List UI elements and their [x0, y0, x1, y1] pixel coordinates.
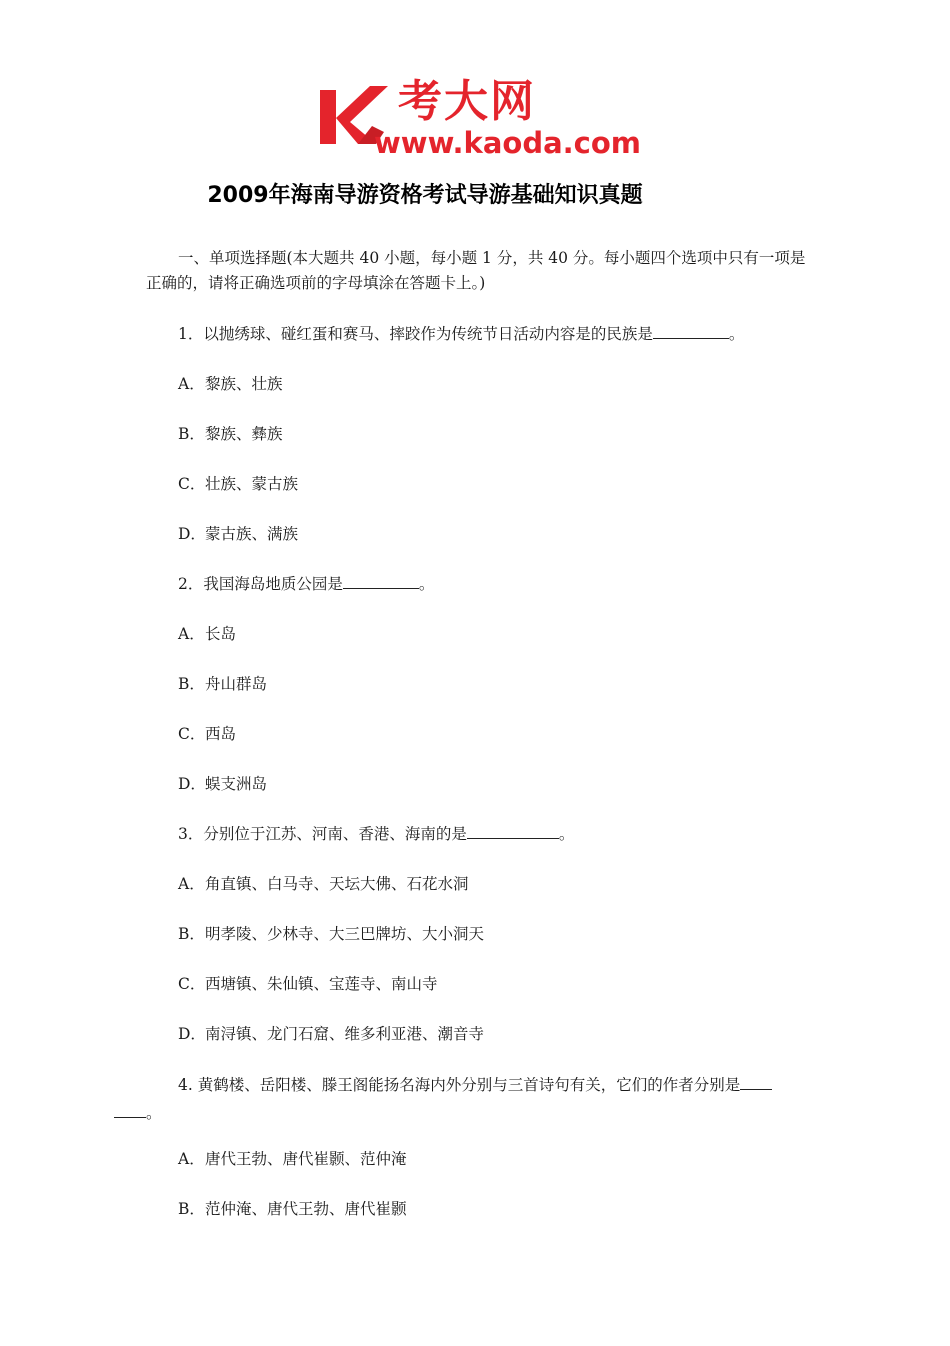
answer-blank	[467, 822, 559, 839]
question-stem: 4. 黄鹤楼、岳阳楼、滕王阁能扬名海内外分别与三首诗句有关，它们的作者分别是	[178, 1076, 741, 1094]
question-4-option-b: B．范仲淹、唐代王勃、唐代崔颢	[178, 1200, 407, 1218]
question-1: 1．以抛绣球、碰红蛋和赛马、摔跤作为传统节日活动内容是的民族是 。	[178, 322, 744, 347]
question-2-option-a: A．长岛	[178, 625, 237, 643]
answer-blank	[343, 572, 419, 589]
question-1-option-c: C．壮族、蒙古族	[178, 475, 299, 493]
question-2-option-d: D．蜈支洲岛	[178, 775, 268, 793]
question-2-option-c: C．西岛	[178, 725, 237, 743]
question-4: 4. 黄鹤楼、岳阳楼、滕王阁能扬名海内外分别与三首诗句有关，它们的作者分别是 。	[146, 1071, 810, 1127]
question-1-option-d: D．蒙古族、满族	[178, 525, 299, 543]
question-1-option-a: A．黎族、壮族	[178, 375, 283, 393]
section-intro: 一、单项选择题(本大题共 40 小题，每小题 1 分，共 40 分。每小题四个选项中只有一项是正确的，请将正确选项前的字母填涂在答题卡上。)	[146, 249, 806, 292]
question-3-option-b: B．明孝陵、少林寺、大三巴牌坊、大小洞天	[178, 925, 485, 943]
question-4-option-a: A．唐代王勃、唐代崔颢、范仲淹	[178, 1150, 407, 1168]
question-2-option-b: B．舟山群岛	[178, 675, 268, 693]
question-2: 2．我国海岛地质公园是 。	[178, 572, 434, 597]
question-stem: 3．分别位于江苏、河南、香港、海南的是	[178, 825, 467, 843]
logo-url-text: www.kaoda.com	[374, 126, 641, 160]
question-3: 3．分别位于江苏、河南、香港、海南的是 。	[178, 822, 574, 847]
question-1-option-b: B．黎族、彝族	[178, 425, 283, 443]
page-title: 2009年海南导游资格考试导游基础知识真题	[207, 183, 643, 208]
answer-blank-continued	[114, 1101, 146, 1118]
kaoda-logo	[318, 78, 640, 160]
question-3-option-a: A．角直镇、白马寺、天坛大佛、石花水洞	[178, 875, 469, 893]
logo-chinese-text: 考大网	[398, 76, 536, 127]
question-stem: 1．以抛绣球、碰红蛋和赛马、摔跤作为传统节日活动内容是的民族是	[178, 325, 653, 343]
answer-blank	[653, 322, 729, 339]
question-stem: 2．我国海岛地质公园是	[178, 575, 343, 593]
question-3-option-d: D．南浔镇、龙门石窟、维多利亚港、潮音寺	[178, 1025, 485, 1043]
question-3-option-c: C．西塘镇、朱仙镇、宝莲寺、南山寺	[178, 975, 438, 993]
answer-blank	[740, 1073, 772, 1090]
